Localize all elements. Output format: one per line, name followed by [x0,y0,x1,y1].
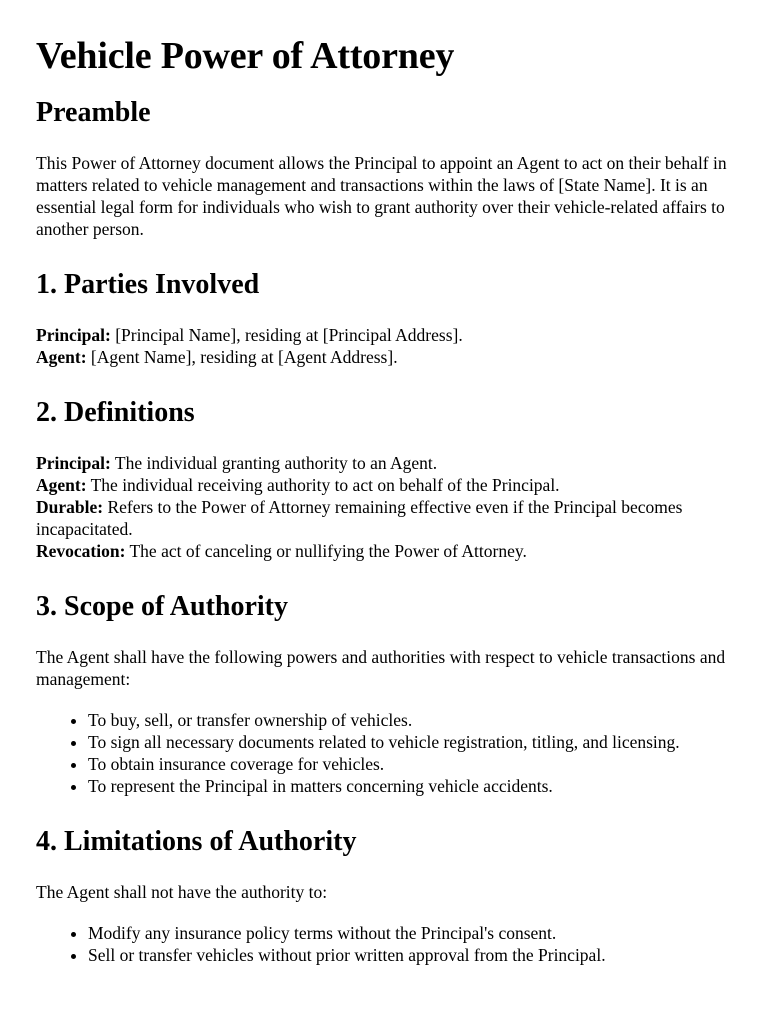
party-term: Principal: [36,325,111,345]
party-text: [Principal Name], residing at [Principal Address]. [110,325,463,345]
definition-principal [36,452,734,474]
limitations-heading: 4. Limitations of Authority [36,826,357,857]
list-item: • Modify any insurance policy terms without the Principal's consent. [88,922,734,944]
party-agent [36,346,734,368]
scope-intro: The Agent shall have the following powers and authorities with respect to vehicle transactions and management: [36,647,726,689]
definition-term: Durable: [36,497,104,517]
definition-text: The act of canceling or nullifying the Power of Attorney. [125,541,527,561]
list-item: • To obtain insurance coverage for vehicles. [88,753,734,775]
definition-term: Revocation: [36,541,126,561]
definition-text: Refers to the Power of Attorney remaining effective even if the Principal becomes incapacitated. [36,497,683,539]
definition-agent [36,474,734,496]
definition-durable [36,496,734,540]
limitations-list [36,922,734,966]
definition-term: Principal: [36,453,111,473]
list-item: • Sell or transfer vehicles without prior written approval from the Principal. [88,944,734,966]
definition-term: Agent: [36,475,87,495]
definitions-heading: 2. Definitions [36,397,195,428]
list-item: • To buy, sell, or transfer ownership of vehicles. [88,709,734,731]
party-text: [Agent Name], residing at [Agent Address]. [86,347,398,367]
preamble-heading: Preamble [36,97,151,128]
scope-heading: 3. Scope of Authority [36,591,288,622]
list-item: • To represent the Principal in matters concerning vehicle accidents. [88,775,734,797]
definitions-list [36,452,734,562]
definition-text: The individual granting authority to an Agent. [110,453,438,473]
party-principal [36,324,734,346]
party-term: Agent: [36,347,87,367]
parties-list [36,324,734,368]
definition-text: The individual receiving authority to act on behalf of the Principal. [86,475,560,495]
document-title: Vehicle Power of Attorney [36,35,455,77]
list-item: • To sign all necessary documents related to vehicle registration, titling, and licensing. [88,731,734,753]
parties-heading: 1. Parties Involved [36,269,260,300]
definition-revocation [36,540,734,562]
preamble-text: This Power of Attorney document allows the Principal to appoint an Agent to act on their behalf in matters related to vehicle management and transactions within the laws of [State Name]. It is an essential legal form for individuals who wish to grant authority over their vehicle-related affairs to another person. [36,153,727,239]
scope-list [36,709,734,797]
limitations-intro: The Agent shall not have the authority to: [36,882,328,902]
